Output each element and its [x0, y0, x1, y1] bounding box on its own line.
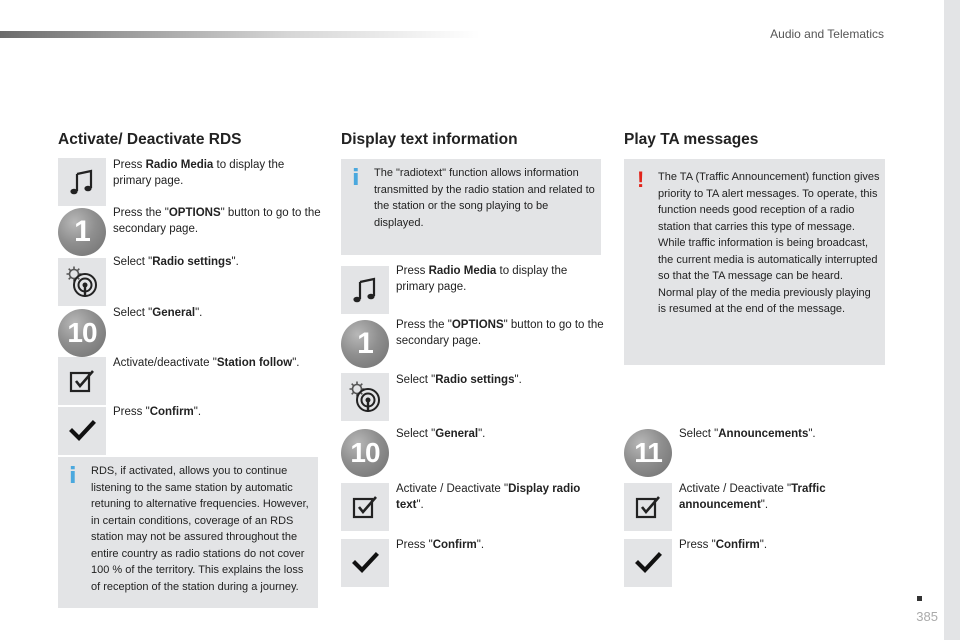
warning-icon: ! — [637, 167, 645, 192]
step-press-options: Press the "OPTIONS" button to go to the secondary page. — [113, 207, 321, 235]
step-number-badge: 1 — [341, 320, 389, 368]
note-text: The "radiotext" function allows information transmitted by the radio station and related to the station or the song playing to be displayed. — [374, 167, 595, 229]
column-title: Display text information — [341, 131, 518, 148]
page-number: 385 — [916, 609, 938, 624]
step-toggle-display-radio-text: Activate / Deactivate "Display radio text". — [396, 483, 581, 511]
step-select-general: Select "General". — [396, 428, 486, 440]
step-press-radio-media: Press Radio Media to display the primary page. — [113, 159, 285, 187]
checkmark-icon — [58, 407, 106, 455]
note-text: The TA (Traffic Announcement) function gives priority to TA alert messages. To operate, this function needs good reception of a radio station that carries this type of message. While traffic information is being broadcast, the current media is automatically interrupted so that the TA message can be heard. Normal play of the media previously playing is resumed at the end of the message. — [658, 171, 880, 315]
note-text: RDS, if activated, allows you to continue listening to the same station by automatic retuning to alternative frequencies. However, in certain conditions, coverage of an RDS station may not be assured throughout the entire country as radio stations do not cover 100 % of the territory. This explains the loss of reception of the station during a journey. — [91, 465, 309, 593]
step-press-confirm: Press "Confirm". — [679, 539, 768, 551]
info-icon: i — [352, 166, 360, 191]
checkmark-icon — [624, 539, 672, 587]
info-icon: i — [69, 464, 77, 489]
music-note-icon — [58, 158, 106, 206]
radio-settings-icon — [341, 373, 389, 421]
step-press-radio-media: Press Radio Media to display the primary page. — [396, 265, 568, 293]
section-title: Audio and Telematics — [770, 27, 884, 41]
step-number-badge: 10 — [58, 309, 106, 357]
step-toggle-traffic-announcement: Activate / Deactivate "Traffic announcement". — [679, 483, 826, 511]
radio-settings-icon — [58, 258, 106, 306]
page-edge-bar — [944, 0, 960, 640]
radiotext-info-note — [341, 159, 601, 255]
header-gradient-bar — [0, 31, 480, 38]
checkmark-icon — [341, 539, 389, 587]
step-select-general: Select "General". — [113, 307, 203, 319]
checkbox-toggle-icon — [341, 483, 389, 531]
page-marker — [917, 596, 922, 601]
step-number-badge: 10 — [341, 429, 389, 477]
step-number-badge: 1 — [58, 208, 106, 256]
music-note-icon — [341, 266, 389, 314]
column-title: Play TA messages — [624, 131, 759, 148]
step-select-announcements: Select "Announcements". — [679, 428, 816, 440]
checkbox-toggle-icon — [58, 357, 106, 405]
column-title: Activate/ Deactivate RDS — [58, 131, 242, 148]
step-toggle-station-follow: Activate/deactivate "Station follow". — [113, 357, 300, 369]
step-select-radio-settings: Select "Radio settings". — [396, 374, 522, 386]
step-select-radio-settings: Select "Radio settings". — [113, 256, 239, 268]
step-press-options: Press the "OPTIONS" button to go to the secondary page. — [396, 319, 604, 347]
step-press-confirm: Press "Confirm". — [396, 539, 485, 551]
rds-info-note — [58, 457, 318, 608]
step-press-confirm: Press "Confirm". — [113, 406, 202, 418]
step-number-badge: 11 — [624, 429, 672, 477]
ta-warning-note — [624, 159, 885, 365]
checkbox-toggle-icon — [624, 483, 672, 531]
